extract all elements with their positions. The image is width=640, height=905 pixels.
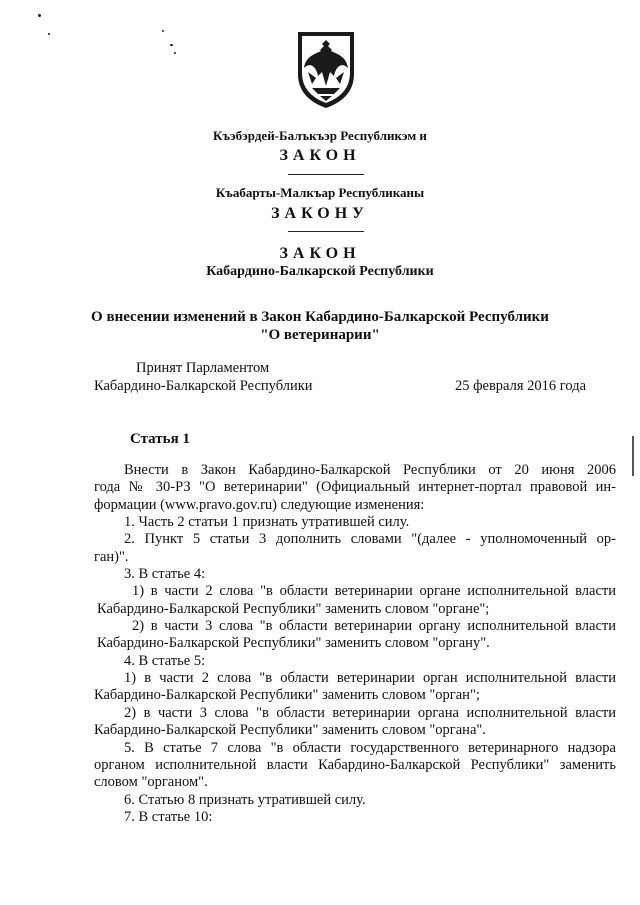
body-line: Кабардино-Балкарской Республики" заменить словом "органа". xyxy=(94,722,486,739)
body-line: Внести в Закон Кабардино-Балкарской Республики от 20 июня 2006 xyxy=(124,462,616,478)
scan-edge-mark xyxy=(632,436,634,476)
header-republic-name: Кабардино-Балкарской Республики xyxy=(206,264,434,279)
header-divider xyxy=(288,174,364,175)
body-line: года № 30-РЗ "О ветеринарии" (Официальный интернет-портал правовой ин- xyxy=(94,479,616,496)
header-balkar-line: Къабарты-Малкъар Республиканы xyxy=(215,185,425,200)
body-line: 1) в части 2 слова "в области ветеринарии орган исполнительной власти xyxy=(124,670,616,687)
body-line: 2. Пункт 5 статьи 3 дополнить словами "(далее - уполномоченный ор- xyxy=(124,531,616,548)
body-line: 2) в части 3 слова "в области ветеринарии органу исполнительной власти xyxy=(132,618,616,635)
adopted-republic-name: Кабардино-Балкарской Республики xyxy=(94,378,313,394)
body-line: Кабардино-Балкарской Республики" заменить словом "орган"; xyxy=(94,687,480,704)
body-line: 3. В статье 4: xyxy=(124,566,206,583)
scan-speck xyxy=(170,44,173,46)
article-heading: Статья 1 xyxy=(130,431,190,447)
body-line: 5. В статье 7 слова "в области государственного ветеринарного надзора xyxy=(124,739,616,756)
article-body xyxy=(94,462,616,826)
coat-of-arms-emblem-icon xyxy=(294,28,358,110)
body-line: 6. Статью 8 признать утратившей силу. xyxy=(124,791,366,808)
body-line: формации (www.pravo.gov.ru) следующие изменения: xyxy=(94,496,425,513)
scan-speck xyxy=(38,14,41,17)
adopted-by-parliament: Принят Парламентом xyxy=(136,360,270,376)
scan-speck xyxy=(162,30,164,32)
header-zakon-russian: ЗАКОН xyxy=(279,245,361,262)
body-line: Кабардино-Балкарской Республики" заменить словом "органе"; xyxy=(97,600,490,617)
body-line: органом исполнительной власти Кабардино-Балкарской Республики" заменить xyxy=(94,756,616,773)
body-line: словом "органом". xyxy=(94,774,208,791)
document-title-line1: О внесении изменений в Закон Кабардино-Балкарской Республики xyxy=(91,309,549,325)
document-title-line2: "О ветеринарии" xyxy=(260,327,380,343)
scan-speck xyxy=(48,33,50,35)
body-line: 4. В статье 5: xyxy=(124,652,206,669)
body-line: ган)". xyxy=(94,548,129,565)
scan-speck xyxy=(174,52,176,54)
header-kabardian-line: Къэбэрдей-Балъкъэр Республикэм и xyxy=(213,128,427,143)
header-zakon-kabardian: ЗАКОН xyxy=(279,147,361,164)
body-line: 1) в части 2 слова "в области ветеринарии органе исполнительной власти xyxy=(132,583,616,600)
adopted-date: 25 февраля 2016 года xyxy=(455,378,587,394)
body-line: 1. Часть 2 статьи 1 признать утратившей силу. xyxy=(124,514,410,531)
body-line: 7. В статье 10: xyxy=(124,808,213,825)
header-divider xyxy=(288,231,364,232)
body-line: 2) в части 3 слова "в области ветеринарии органа исполнительной власти xyxy=(124,704,616,721)
body-line: Кабардино-Балкарской Республики" заменить словом "органу". xyxy=(97,635,490,652)
header-zakonu-balkar: ЗАКОНУ xyxy=(271,205,369,222)
